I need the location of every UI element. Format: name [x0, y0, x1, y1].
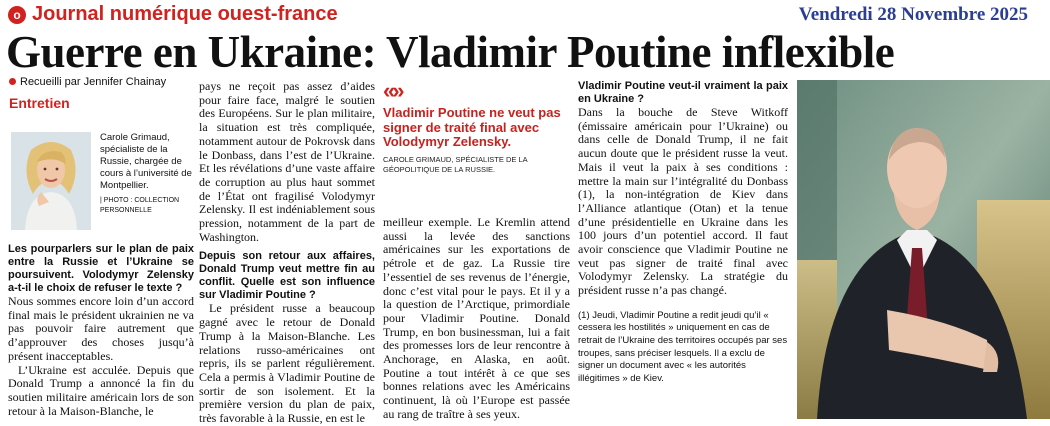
answer-1-end: pays ne reçoit pas assez d’aides pour faire face, malgré le soutien des Européens. Sur le plan militaire, la situation est très compliquée, notamment autour de Pokrovsk dans le Donbass, dans l’est de l’Ukraine. Et les révélations d’une vaste affaire de corruption au plus haut sommet de l’État ont fragilisé Volodymyr Zelensky. Il est indéniablement sous pression, notamment de la part de Washington.: [199, 79, 375, 244]
column-1: [8, 243, 194, 418]
footnote: (1) Jeudi, Vladimir Poutine a redit jeudi qu’il « cessera les hostilités » uniquement en cas de retrait de l’Ukraine des territoires occupés par ses troupes, sans préciser lesquels. Il a exclu de signer un document avec « les autorités illégitimes » de Kiev.: [578, 309, 788, 384]
answer-2-end: meilleur exemple. Le Kremlin attend aussi la levée des sanctions américaines sur les exportations de pétrole et de gaz. La Russie tire l’essentiel de ses revenus de l’énergie, donc c’est vital pour le pays. Et il y a la question de l’Arctique, primordiale pour Vladimir Poutine. Donald Trump, en bon businessman, lui a fait des promesses lors de leur rencontre à Anchorage, en Alaska, en août. Poutine a tout intérêt à ce que ses bonnes relations avec les Américains continuent, là où l’Europe est passée au rang de traître à ses yeux.: [383, 215, 570, 421]
caption-text: Carole Grimaud, spécialiste de la Russie, chargée de cours à l’université de Montpellier.: [100, 132, 192, 191]
quote-source: CAROLE GRIMAUD, SPÉCIALISTE DE LA GÉOPOLITIQUE DE LA RUSSIE.: [383, 154, 528, 174]
byline: [9, 76, 166, 88]
quote-text: Vladimir Poutine ne veut pas signer de traité final avec Volodymyr Zelensky.: [383, 105, 561, 149]
issue-date: Vendredi 28 Novembre 2025: [798, 4, 1028, 25]
bullet-icon: [9, 78, 16, 85]
photo-credit: | PHOTO : COLLECTION PERSONNELLE: [100, 197, 180, 214]
question-3: Vladimir Poutine veut-il vraiment la paix en Ukraine ?: [578, 80, 788, 105]
rubric-label: Entretien: [9, 95, 70, 111]
masthead-name: Journal numérique ouest-france: [32, 3, 338, 25]
answer-1-cont: L’Ukraine est acculée. Depuis que Donald Trump a annoncé la fin du soutien militaire américain lors de son retour à la Maison-Blanche, le: [8, 362, 194, 418]
woman-portrait-icon: [11, 132, 91, 230]
column-4: [578, 80, 788, 385]
column-2: [199, 80, 375, 426]
man-in-suit-icon: [797, 80, 1050, 419]
question-2: Depuis son retour aux affaires, Donald Trump veut mettre fin au conflit. Quelle est son influence sur Vladimir Poutine ?: [199, 250, 375, 302]
portrait-photo: [11, 132, 91, 230]
ouest-france-logo-icon: o: [8, 6, 26, 24]
answer-2: Le président russe a beaucoup gagné avec le retour de Donald Trump à la Maison-Blanche. Les relations russo-américaines ont repris, ils se parlent régulièrement. Cela a permis à Vladimir Poutine de sortir de son isolement. Et la première version du plan de paix, très favorable à la Russie, en est le: [199, 301, 375, 426]
portrait-caption: [100, 132, 195, 216]
question-1: Les pourparlers sur le plan de paix entre la Russie et l’Ukraine se poursuivent. Volodymyr Zelensky a-t-il le choix de refuser le texte ?: [8, 243, 194, 294]
answer-1: Nous sommes encore loin d’un accord final mais le président ukrainien ne va pas pouvoir faire autrement que d’approuver des choses jusqu’à présent inacceptables.: [8, 294, 194, 363]
pull-quote: [383, 80, 570, 175]
masthead: [8, 3, 338, 26]
headline: Guerre en Ukraine: Vladimir Poutine inflexible: [6, 27, 895, 77]
column-3: [383, 216, 570, 422]
putin-photo: [797, 80, 1050, 419]
answer-3: Dans la bouche de Steve Witkoff (émissaire américain pour l’Ukraine) ou dans celle de Donald Trump, il ne fait aucun doute que le président russe la veut. Mais il veut la paix à ses conditions : mettre la main sur l’intégralité du Donbass (1), la non-intégration de Kiev dans l’Alliance atlantique (Otan) et la tenue d’une présidentielle en Ukraine dans les 100 jours d’un potentiel accord. Il faut avoir conscience que Vladimir Poutine ne veut pas signer de traité final avec Volodymyr Zelensky. La stratégie du président russe n’a pas changé.: [578, 105, 788, 298]
quote-mark-icon: «»: [383, 78, 402, 103]
byline-text: Recueilli par Jennifer Chainay: [20, 76, 167, 88]
